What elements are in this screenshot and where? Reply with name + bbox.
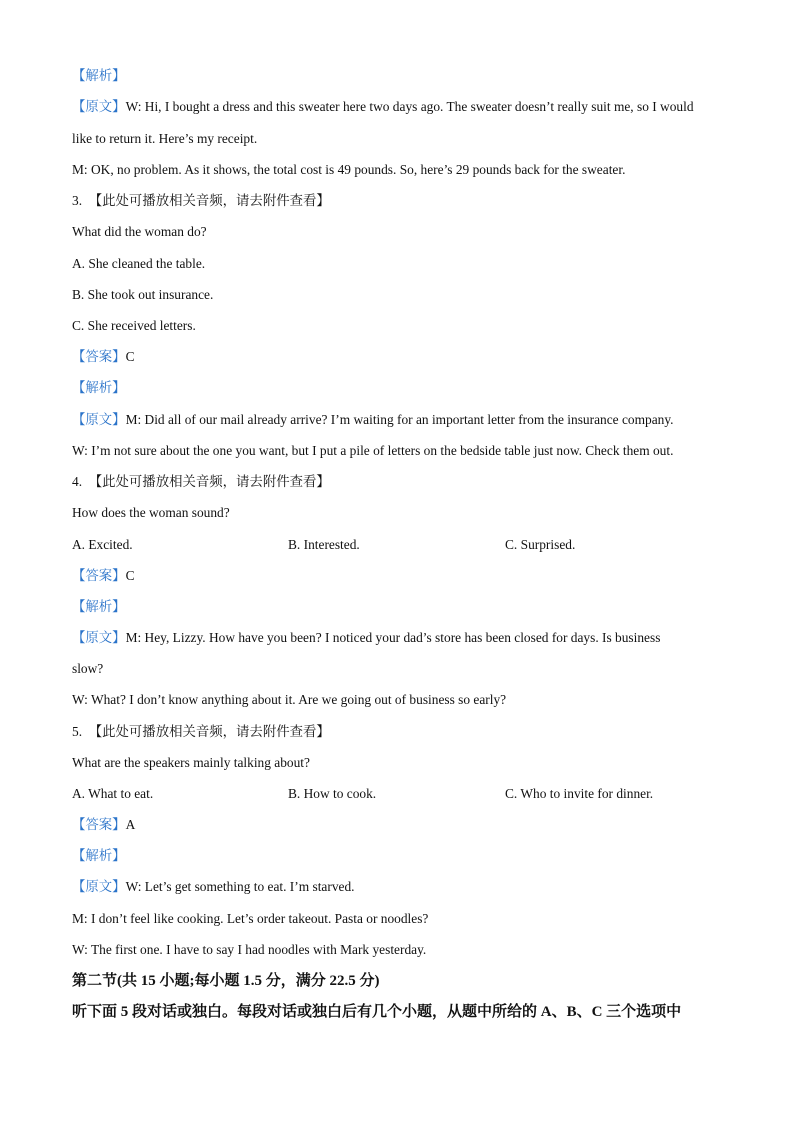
q3-answer — [72, 348, 135, 366]
q3-option-b: B. She took out insurance. — [72, 287, 214, 302]
q3-option-c: C. She received letters. — [72, 318, 196, 333]
q2-analysis-label: 【解析】 — [72, 68, 126, 83]
q3-transcript-line-2: W: I’m not sure about the one you want, but I put a pile of letters on the bedside table just now. Check them out. — [72, 443, 674, 458]
q3-answer-value: C — [125, 349, 135, 364]
q5-transcript-line-1 — [72, 878, 355, 896]
q3-transcript-label: 【原文】 — [72, 412, 126, 427]
q5-answer-label: 【答案】 — [72, 817, 126, 832]
q5-transcript-line-2: M: I don’t feel like cooking. Let’s order takeout. Pasta or noodles? — [72, 911, 429, 926]
q5-number: 5. — [72, 724, 83, 739]
q5-option-a: A. What to eat. — [72, 786, 154, 801]
q3-question: What did the woman do? — [72, 224, 207, 239]
q2-transcript-line-3: M: OK, no problem. As it shows, the total cost is 49 pounds. So, here’s 29 pounds back for the sweater. — [72, 162, 626, 177]
q4-audio-note[interactable]: 【此处可播放相关音频，请去附件查看】 — [88, 474, 330, 489]
q4-answer — [72, 567, 135, 585]
q2-transcript-line-1 — [72, 98, 694, 116]
q3-transcript-text-1: M: Did all of our mail already arrive? I’m waiting for an important letter from the insurance company. — [125, 412, 674, 427]
q4-transcript-line-2: slow? — [72, 661, 104, 676]
q5-transcript-text-1: W: Let’s get something to eat. I’m starved. — [125, 879, 355, 894]
q4-analysis-label: 【解析】 — [72, 599, 126, 614]
q5-transcript-label: 【原文】 — [72, 879, 126, 894]
q4-answer-label: 【答案】 — [72, 568, 126, 583]
q5-answer-value: A — [125, 817, 136, 832]
q3-answer-label: 【答案】 — [72, 349, 126, 364]
q2-transcript-line-2: like to return it. Here’s my receipt. — [72, 131, 258, 146]
q5-option-c: C. Who to invite for dinner. — [505, 786, 654, 801]
q3-header — [72, 192, 330, 210]
q3-number: 3. — [72, 193, 83, 208]
q4-answer-value: C — [125, 568, 135, 583]
q4-number: 4. — [72, 474, 83, 489]
section2-instruction: 听下面 5 段对话或独白。每段对话或独白后有几个小题，从题中所给的 A、B、C 三个选项中 — [72, 1004, 682, 1020]
section2-title: 第二节(共 15 小题;每小题 1.5 分，满分 22.5 分) — [72, 973, 380, 989]
q4-transcript-line-3: W: What? I don’t know anything about it. Are we going out of business so early? — [72, 692, 507, 707]
q4-transcript-line-1 — [72, 629, 660, 647]
q5-audio-note[interactable]: 【此处可播放相关音频，请去附件查看】 — [88, 724, 330, 739]
q2-transcript-label: 【原文】 — [72, 99, 126, 114]
q4-header — [72, 473, 330, 491]
q4-transcript-label: 【原文】 — [72, 630, 126, 645]
q5-option-b: B. How to cook. — [288, 786, 377, 801]
q5-analysis-label: 【解析】 — [72, 848, 126, 863]
q4-option-b: B. Interested. — [288, 537, 360, 552]
q5-transcript-line-3: W: The first one. I have to say I had noodles with Mark yesterday. — [72, 942, 427, 957]
q3-transcript-line-1 — [72, 411, 674, 429]
q3-audio-note[interactable]: 【此处可播放相关音频，请去附件查看】 — [88, 193, 330, 208]
q3-analysis-label: 【解析】 — [72, 380, 126, 395]
q5-header — [72, 723, 330, 741]
q4-question: How does the woman sound? — [72, 505, 230, 520]
q5-question: What are the speakers mainly talking about? — [72, 755, 310, 770]
q4-option-c: C. Surprised. — [505, 537, 576, 552]
q5-answer — [72, 816, 135, 834]
q4-option-a: A. Excited. — [72, 537, 133, 552]
q4-transcript-text-1: M: Hey, Lizzy. How have you been? I noticed your dad’s store has been closed for days. Is business — [125, 630, 661, 645]
q2-transcript-text-1: W: Hi, I bought a dress and this sweater here two days ago. The sweater doesn’t really suit me, so I would — [125, 99, 694, 114]
q3-option-a: A. She cleaned the table. — [72, 256, 206, 271]
